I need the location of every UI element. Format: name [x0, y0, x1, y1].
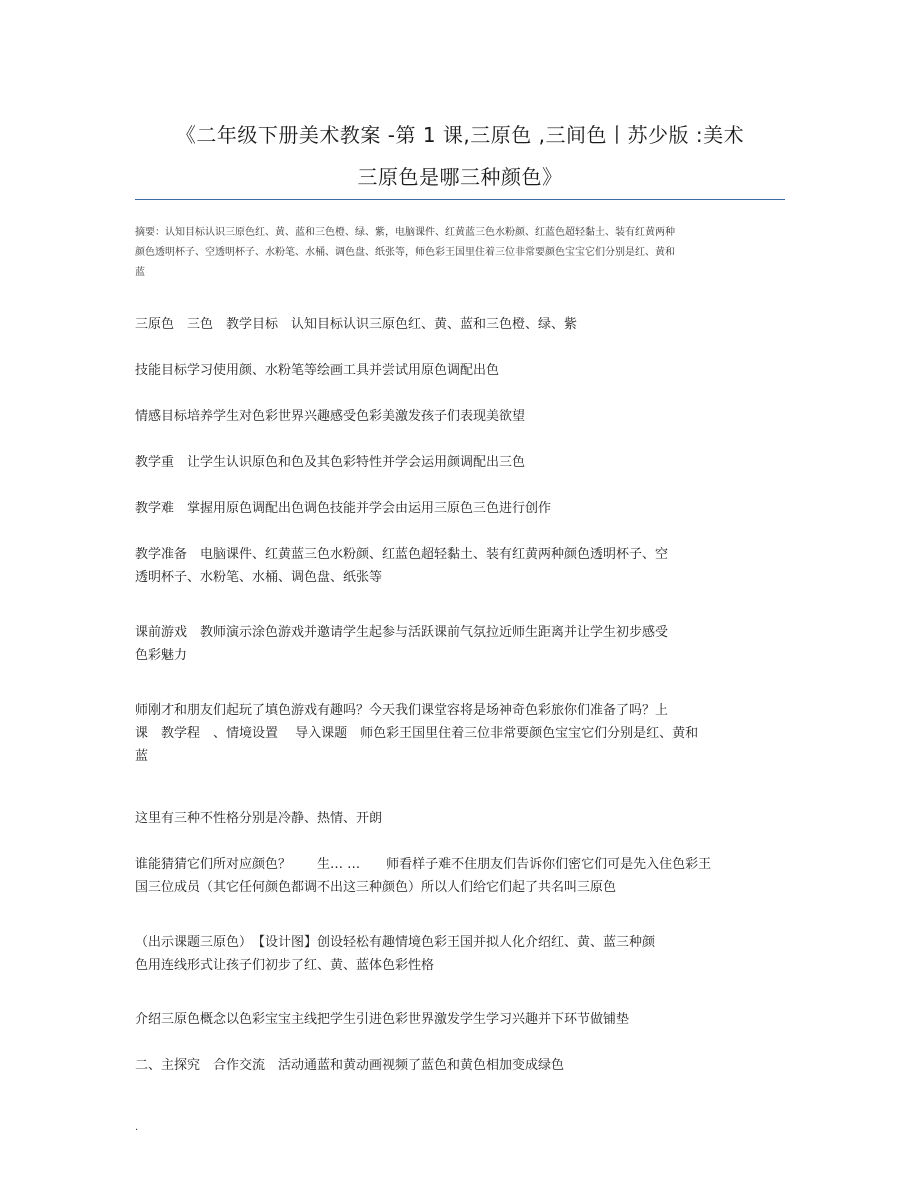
paragraph-line: 情感目标培养学生对色彩世界兴趣感受色彩美激发孩子们表现美欲望: [135, 409, 526, 424]
paragraph-line: （出示课题三原色） 【设计图】创设轻松有趣情境色彩王国并拟人化介绍红、黄、蓝三种颜: [135, 935, 656, 950]
paragraph-line: 透明杯子、水粉笔、水桶、调色盘、纸张等: [135, 570, 383, 585]
paragraph-introduction: [135, 699, 775, 768]
abstract-line: 蓝: [135, 267, 145, 278]
document-title-line-2: 三原色是哪三种颜色》: [357, 165, 563, 189]
paragraph-emotion-goals: [135, 405, 775, 428]
paragraph-skill-goals: [135, 359, 775, 382]
paragraph-warmup-game: [135, 621, 775, 667]
paragraph-line: 介绍三原色概念以色彩宝宝主线把学生引进色彩世界激发学生学习兴趣并下环节做铺垫: [135, 1012, 630, 1027]
paragraph-line: 色彩魅力: [135, 648, 188, 663]
abstract-line: 颜色透明杯子、空透明杯子、水粉笔、水桶、调色盘、纸张等，师色彩王国里住着三位非常要颜色宝宝它们分别是红、黄和: [135, 247, 675, 258]
title-divider: [135, 199, 785, 200]
paragraph-preparation: [135, 543, 775, 589]
paragraph-line: 国三位成员（其它任何颜色都调不出这三种颜色）所以人们给它们起了共名叫三原色: [135, 880, 617, 895]
paragraph-line: 教学难 掌握用原色调配出色调色技能并学会由运用三原色三色进行创作: [135, 501, 552, 516]
paragraph-line: 这里有三种不性格分别是冷静、热情、开朗: [135, 811, 383, 826]
paragraph-show-topic: [135, 931, 775, 977]
paragraph-line: 二、主探究 合作交流 活动通蓝和黄动画视频了蓝色和黄色相加变成绿色: [135, 1058, 565, 1073]
abstract-line: 摘要：认知目标认识三原色红、黄、蓝和三色橙、绿、紫，电脑课件、红黄蓝三色水粉颜、红蓝色超轻黏土、装有红黄两种: [135, 227, 675, 238]
paragraph-guess-colors: [135, 853, 775, 899]
paragraph-line: 色用连线形式让孩子们初步了红、黄、蓝体色彩性格: [135, 958, 435, 973]
abstract: [135, 223, 775, 283]
paragraph-key-points: [135, 451, 775, 474]
paragraph-line: 谁能猜猜它们所对应颜色？ 生… … 师看样子难不住朋友们告诉你们密它们可是先入住色彩王: [135, 857, 712, 872]
paragraph-line: 课前游戏 教师演示涂色游戏并邀请学生起参与活跃课前气氛拉近师生距离并让学生初步感受: [135, 625, 669, 640]
paragraph-difficulties: [135, 497, 775, 520]
paragraph-exploration: [135, 1054, 775, 1077]
paragraph-personalities: [135, 807, 775, 830]
footer-mark: .: [135, 1122, 139, 1133]
paragraph-line: 技能目标学习使用颜、水粉笔等绘画工具并尝试用原色调配出色: [135, 363, 500, 378]
document-title-line-1: 《二年级下册美术教案 -第 1 课,三原色 ,三间色丨苏少版 :美术: [175, 123, 745, 147]
paragraph-line: 三原色 三色 教学目标 认知目标认识三原色红、黄、蓝和三色橙、绿、紫: [135, 317, 578, 332]
paragraph-line: 蓝: [135, 749, 149, 764]
paragraph-line: 师刚才和朋友们起玩了填色游戏有趣吗？今天我们课堂容将是场神奇色彩旅你们准备了吗？上: [135, 703, 669, 718]
paragraph-line: 教学重 让学生认识原色和色及其色彩特性并学会运用颜调配出三色: [135, 455, 526, 470]
paragraph-line: 课 教学程 、情境设置 导入课题 师色彩王国里住着三位非常要颜色宝宝它们分别是红、黄和: [135, 726, 699, 741]
paragraph-teaching-goals: [135, 313, 775, 336]
paragraph-line: 教学准备 电脑课件、红黄蓝三色水粉颜、红蓝色超轻黏土、装有红黄两种颜色透明杯子、空: [135, 547, 669, 562]
paragraph-concept-intro: [135, 1008, 775, 1031]
